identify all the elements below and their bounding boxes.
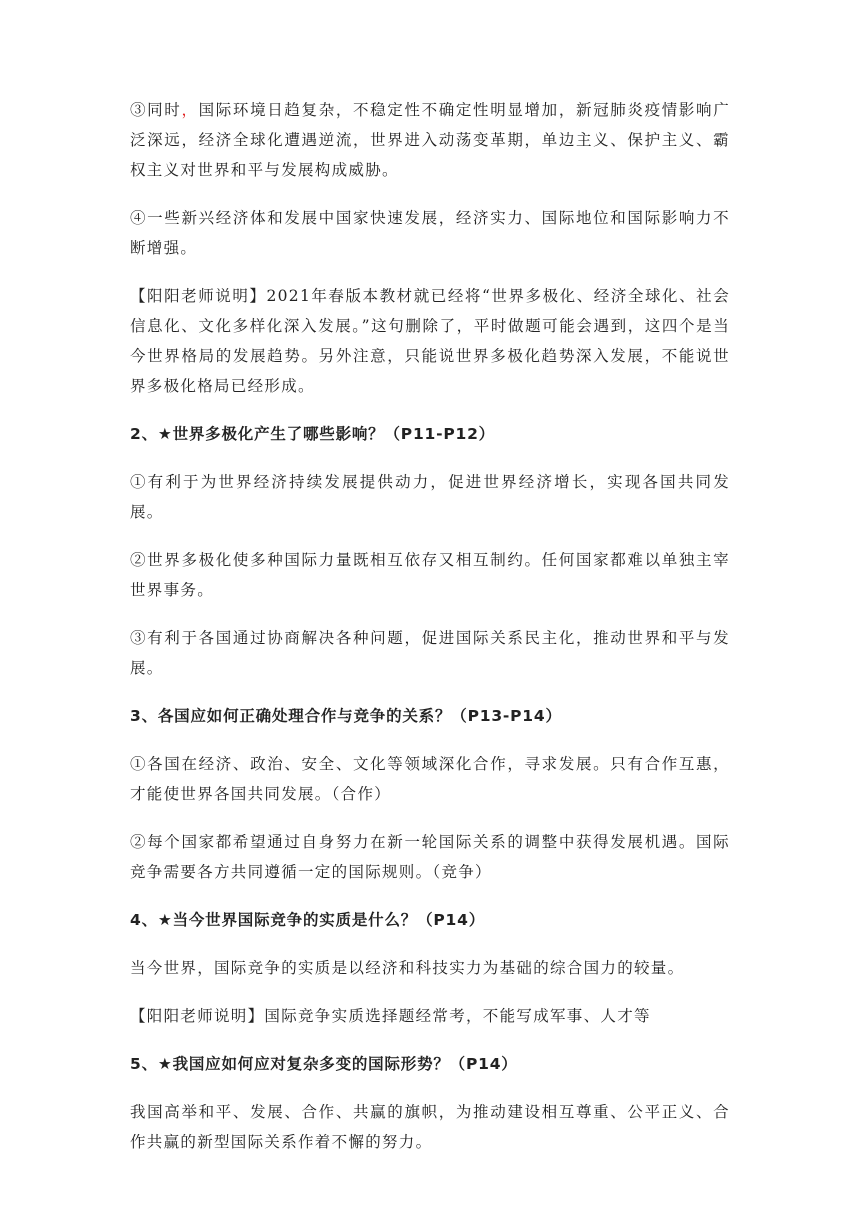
document-page — [130, 95, 730, 1175]
paragraph-text-start: ③同时 — [130, 101, 182, 119]
teacher-note-2: 【阳阳老师说明】国际竞争实质选择题经常考，不能写成军事、人才等 — [130, 1007, 651, 1025]
paragraph-text-rest: 国际环境日趋复杂，不稳定性不确定性明显增加，新冠肺炎疫情影响广泛深远，经济全球化遭遇逆流，世界进入动荡变革期，单边主义、保护主义、霸权主义对世界和平与发展构成威胁。 — [130, 101, 730, 179]
answer-3-point-2: ②每个国家都希望通过自身努力在新一轮国际关系的调整中获得发展机遇。国际竞争需要各方共同遵循一定的国际规则。（竞争） — [130, 833, 730, 881]
answer-2-point-1: ①有利于为世界经济持续发展提供动力，促进世界经济增长，实现各国共同发展。 — [130, 473, 730, 521]
question-heading-3: 3、各国应如何正确处理合作与竞争的关系？（P13-P14） — [130, 707, 562, 725]
answer-5: 我国高举和平、发展、合作、共赢的旗帜，为推动建设相互尊重、公平正义、合作共赢的新型国际关系作着不懈的努力。 — [130, 1103, 730, 1151]
question-heading-4: 4、★当今世界国际竞争的实质是什么？（P14） — [130, 911, 486, 929]
teacher-note-1: 【阳阳老师说明】2021年春版本教材就已经将“世界多极化、经济全球化、社会信息化、文化多样化深入发展。”这句删除了，平时做题可能会遇到，这四个是当今世界格局的发展趋势。另外注意，只能说世界多极化趋势深入发展，不能说世界多极化格局已经形成。 — [130, 287, 730, 395]
question-heading-2: 2、★世界多极化产生了哪些影响？（P11-P12） — [130, 425, 495, 443]
red-comma: ， — [181, 101, 199, 119]
answer-2-point-2: ②世界多极化使多种国际力量既相互依存又相互制约。任何国家都难以单独主宰世界事务。 — [130, 551, 730, 599]
paragraph-point-3-international-environment — [130, 95, 730, 185]
answer-2-point-3: ③有利于各国通过协商解决各种问题，促进国际关系民主化，推动世界和平与发展。 — [130, 629, 730, 677]
answer-3-point-1: ①各国在经济、政治、安全、文化等领域深化合作，寻求发展。只有合作互惠，才能使世界各国共同发展。（合作） — [130, 755, 730, 803]
paragraph-point-4-emerging-economies: ④一些新兴经济体和发展中国家快速发展，经济实力、国际地位和国际影响力不断增强。 — [130, 209, 730, 257]
answer-4: 当今世界，国际竞争的实质是以经济和科技实力为基础的综合国力的较量。 — [130, 959, 685, 977]
question-heading-5: 5、★我国应如何应对复杂多变的国际形势？（P14） — [130, 1055, 518, 1073]
